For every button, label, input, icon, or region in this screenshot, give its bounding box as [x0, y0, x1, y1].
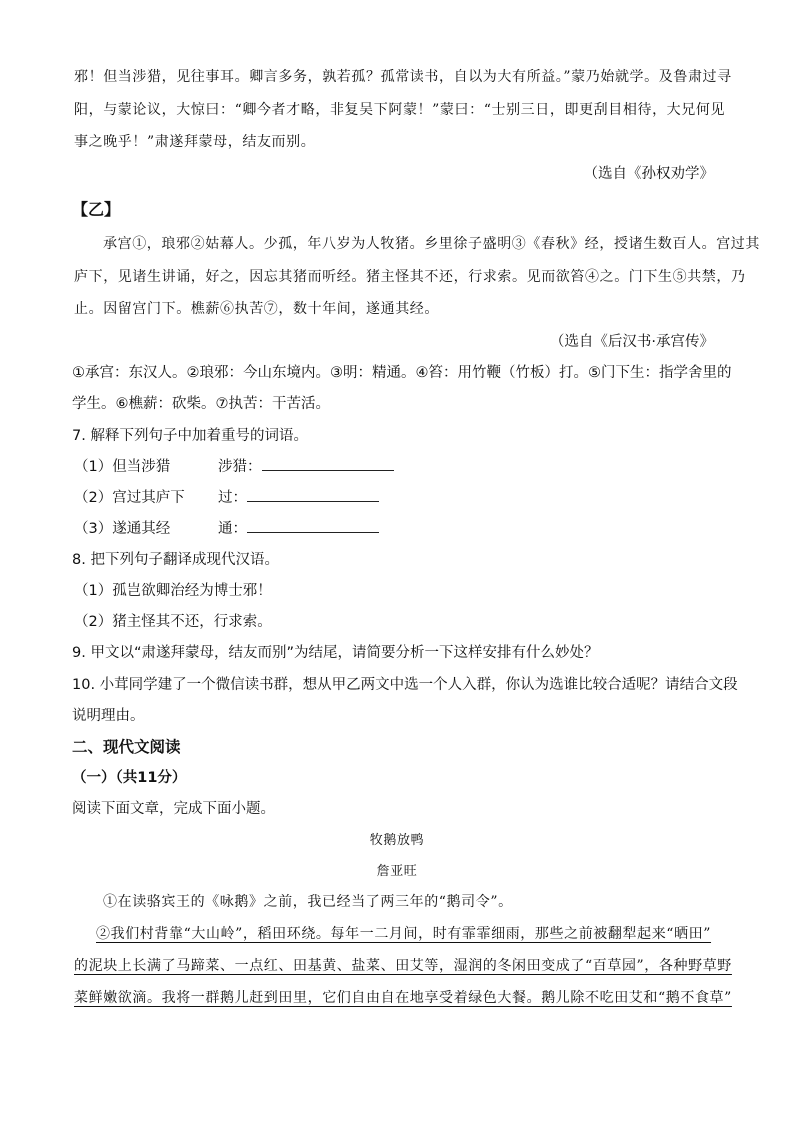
q7-item-1-answer	[218, 455, 394, 476]
article-para-1: ①在读骆宾王的《咏鹅》之前，我已经当了两三年的“鹅司令”。	[103, 894, 513, 910]
section2-subheading: （一）（共11分）	[72, 770, 187, 786]
jia-line-2: 阳，与蒙论议，大惊曰：“卿今者才略，非复吴下阿蒙！”蒙曰：“士别三日，即更刮目相待，大兄何见	[74, 102, 726, 118]
q8-item-2: （2）猪主怪其不还，行求索。	[74, 614, 272, 630]
q7-item-2-answer	[218, 486, 379, 507]
q7-item-3-answer	[218, 517, 379, 538]
yi-line-3: 止。因留宫门下。樵薪⑥执苦⑦，数十年间，遂通其经。	[74, 301, 439, 317]
article-para-2-line-3-text: 菜鲜嫩欲滴。我将一群鹅儿赶到田里，它们自由自在地享受着绿色大餐。鹅儿除不吃田艾和“鹅不食草”	[74, 990, 732, 1006]
section2-instruction: 阅读下面文章，完成下面小题。	[72, 801, 275, 817]
yi-notes-line-1: ①承宫：东汉人。②琅邪：今山东境内。③明：精通。④笞：用竹鞭（竹板）打。⑤门下生：指学舍里的	[72, 365, 732, 381]
q10-line-1: 10. 小茸同学建了一个微信读书群，想从甲乙两文中选一个人入群，你认为选谁比较合适呢？请结合文段	[72, 677, 738, 693]
q7-item-2-word: 过：	[218, 490, 247, 506]
q7-item-2-label: （2）宫过其庐下	[74, 490, 185, 506]
article-title: 牧鹅放鸭	[369, 833, 425, 848]
yi-line-1: 承宫①，琅邪②姑幕人。少孤，年八岁为人牧猪。乡里徐子盛明③《春秋》经，授诸生数百人。宫过其	[103, 236, 760, 252]
q7-item-1-blank[interactable]	[262, 456, 394, 471]
q7-item-3-word: 通：	[218, 521, 247, 537]
q7-item-1-label: （1）但当涉猎	[74, 459, 171, 475]
q7-item-3-blank[interactable]	[247, 518, 379, 533]
article-author: 詹亚旺	[376, 864, 418, 879]
article-para-2-line-1: ②我们村背靠“大山岭”，稻田环绕。每年一二月间，时有霏霏细雨，那些之前被翻犁起来“晒田”	[96, 926, 712, 942]
jia-line-1: 邪！但当涉猎，见往事耳。卿言多务，孰若孤？孤常读书，自以为大有所益。”蒙乃始就学。及鲁肃过寻	[74, 69, 732, 85]
q9-prompt: 9. 甲文以“肃遂拜蒙母，结友而别”为结尾，请简要分析一下这样安排有什么妙处？	[72, 645, 599, 661]
jia-source: （选自《孙权劝学》	[583, 166, 714, 182]
q7-item-2-blank[interactable]	[247, 487, 379, 502]
q10-line-2: 说明理由。	[72, 708, 145, 724]
section2-heading: 二、现代文阅读	[72, 738, 181, 756]
article-para-2-line-2: 的泥块上长满了马蹄菜、一点红、田基黄、盐菜、田艾等，湿润的冬闲田变成了“百草园”，各种野草野	[74, 958, 732, 974]
q7-item-3-label: （3）遂通其经	[74, 521, 171, 537]
jia-line-3: 事之晚乎！”肃遂拜蒙母，结友而别。	[74, 134, 316, 150]
q8-item-1: （1）孤岂欲卿治经为博士邪！	[74, 583, 272, 599]
yi-source: （选自《后汉书·承宫传》	[549, 334, 714, 350]
yi-line-2: 庐下，见诸生讲诵，好之，因忘其猪而听经。猪主怪其不还，行求索。见而欲笞④之。门下生⑤共禁，乃	[74, 269, 746, 285]
article-para-2-line-3	[74, 987, 732, 1007]
q7-item-1-word: 涉猎：	[218, 459, 262, 475]
q8-prompt: 8. 把下列句子翻译成现代汉语。	[72, 552, 279, 568]
yi-heading: 【乙】	[72, 200, 121, 219]
q7-prompt: 7. 解释下列句子中加着重号的词语。	[72, 428, 308, 444]
yi-notes-line-2: 学生。⑥樵薪：砍柴。⑦执苦：干苦活。	[72, 396, 330, 412]
